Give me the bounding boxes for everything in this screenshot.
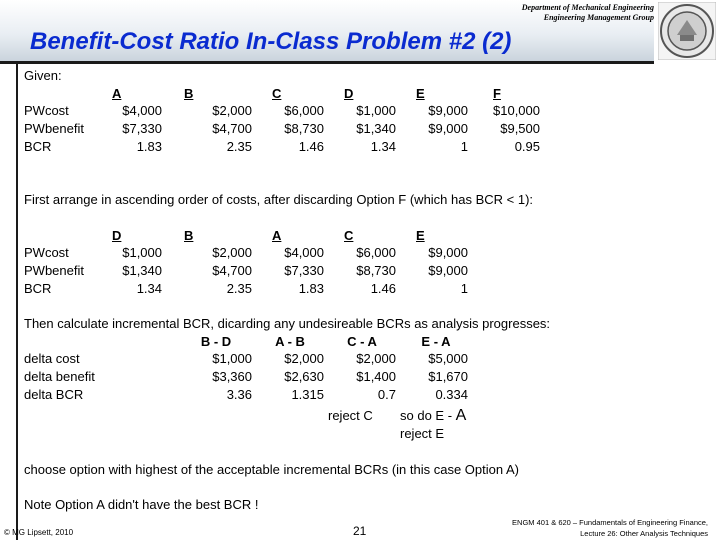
given-cell: 2.35 xyxy=(226,139,252,154)
sorted-cell: $6,000 xyxy=(356,245,396,260)
given-cell: 1 xyxy=(460,139,468,154)
page-number: 21 xyxy=(353,524,367,538)
department-name: Department of Mechanical Engineering xyxy=(521,3,654,12)
incremental-header-b-d: B - D xyxy=(200,334,232,349)
incremental-header-a-b: A - B xyxy=(275,334,305,349)
sorted-row-label: BCR xyxy=(24,281,52,296)
sorted-header-b: B xyxy=(184,228,194,243)
note-text: Note Option A didn't have the best BCR ! xyxy=(24,497,259,512)
sorted-cell: 1.34 xyxy=(136,281,162,296)
given-header-c: C xyxy=(272,86,282,101)
sorted-cell: $4,700 xyxy=(212,263,252,278)
given-cell: $1,340 xyxy=(356,121,396,136)
sorted-cell: 1.83 xyxy=(298,281,324,296)
sorted-cell: $1,340 xyxy=(122,263,162,278)
given-header-f: F xyxy=(493,86,501,101)
incremental-cell: 3.36 xyxy=(226,387,252,402)
given-cell: $4,700 xyxy=(212,121,252,136)
given-cell: $10,000 xyxy=(493,103,540,118)
incremental-cell: $2,000 xyxy=(356,351,396,366)
incremental-cell: $1,670 xyxy=(428,369,468,384)
slide-title: Benefit-Cost Ratio In-Class Problem #2 (2) xyxy=(30,28,512,55)
sorted-cell: $9,000 xyxy=(428,263,468,278)
given-row-label: PWbenefit xyxy=(24,121,84,136)
incremental-intro: Then calculate incremental BCR, dicarding any undesireable BCRs as analysis progresses: xyxy=(24,316,551,331)
so-do-note xyxy=(400,408,466,423)
sorted-header-a: A xyxy=(272,228,282,243)
course-label xyxy=(512,517,708,539)
given-cell: 1.83 xyxy=(136,139,162,154)
reject-c-note: reject C xyxy=(328,408,373,423)
given-cell: $9,500 xyxy=(500,121,540,136)
incremental-cell: $5,000 xyxy=(428,351,468,366)
given-cell: $8,730 xyxy=(284,121,324,136)
given-cell: $6,000 xyxy=(284,103,324,118)
given-cell: $7,330 xyxy=(122,121,162,136)
so-do-big-letter: A xyxy=(455,407,467,424)
incremental-row-label: delta cost xyxy=(24,351,80,366)
sorted-row-label: PWcost xyxy=(24,245,69,260)
incremental-cell: 0.7 xyxy=(377,387,396,402)
given-row-label: PWcost xyxy=(24,103,69,118)
incremental-header-c-a: C - A xyxy=(347,334,377,349)
sorted-cell: 2.35 xyxy=(226,281,252,296)
university-seal-logo xyxy=(658,2,716,60)
lecture-title: Lecture 26: Other Analysis Techniques xyxy=(580,529,708,538)
given-cell: $9,000 xyxy=(428,103,468,118)
given-label: Given: xyxy=(24,68,62,83)
given-header-b: B xyxy=(184,86,194,101)
sorted-cell: 1.46 xyxy=(370,281,396,296)
given-header-a: A xyxy=(112,86,122,101)
course-title: ENGM 401 & 620 – Fundamentals of Engineering Finance, xyxy=(512,518,708,527)
copyright-label: © MG Lipsett, 2010 xyxy=(4,528,74,537)
given-cell: 1.46 xyxy=(298,139,324,154)
sorted-cell: $4,000 xyxy=(284,245,324,260)
incremental-row-label: delta benefit xyxy=(24,369,95,384)
left-margin-line xyxy=(16,62,18,540)
sorted-header-e: E xyxy=(416,228,425,243)
so-do-text: so do E - xyxy=(400,408,456,423)
given-row-label: BCR xyxy=(24,139,52,154)
incremental-cell: 1.315 xyxy=(291,387,324,402)
sorted-intro: First arrange in ascending order of costs, after discarding Option F (which has BCR < 1): xyxy=(24,192,534,207)
sorted-header-d: D xyxy=(112,228,122,243)
given-cell: 0.95 xyxy=(514,139,540,154)
sorted-cell: $1,000 xyxy=(122,245,162,260)
group-name: Engineering Management Group xyxy=(543,13,654,22)
sorted-cell: $7,330 xyxy=(284,263,324,278)
sorted-cell: $9,000 xyxy=(428,245,468,260)
incremental-cell: $1,400 xyxy=(356,369,396,384)
incremental-cell: $2,000 xyxy=(284,351,324,366)
sorted-cell: 1 xyxy=(460,281,468,296)
given-cell: $4,000 xyxy=(122,103,162,118)
sorted-cell: $2,000 xyxy=(212,245,252,260)
sorted-header-c: C xyxy=(344,228,354,243)
given-cell: $1,000 xyxy=(356,103,396,118)
given-header-e: E xyxy=(416,86,425,101)
incremental-header-e-a: E - A xyxy=(421,334,451,349)
given-cell: 1.34 xyxy=(370,139,396,154)
header-divider xyxy=(0,61,654,64)
conclusion-text: choose option with highest of the acceptable incremental BCRs (in this case Option A) xyxy=(24,462,519,477)
sorted-cell: $8,730 xyxy=(356,263,396,278)
sorted-row-label: PWbenefit xyxy=(24,263,84,278)
incremental-cell: $1,000 xyxy=(212,351,252,366)
incremental-cell: $2,630 xyxy=(284,369,324,384)
given-cell: $9,000 xyxy=(428,121,468,136)
incremental-cell: 0.334 xyxy=(435,387,468,402)
given-header-d: D xyxy=(344,86,354,101)
department-label xyxy=(522,3,654,23)
incremental-row-label: delta BCR xyxy=(24,387,84,402)
incremental-cell: $3,360 xyxy=(212,369,252,384)
given-cell: $2,000 xyxy=(212,103,252,118)
reject-e-note: reject E xyxy=(400,426,445,441)
